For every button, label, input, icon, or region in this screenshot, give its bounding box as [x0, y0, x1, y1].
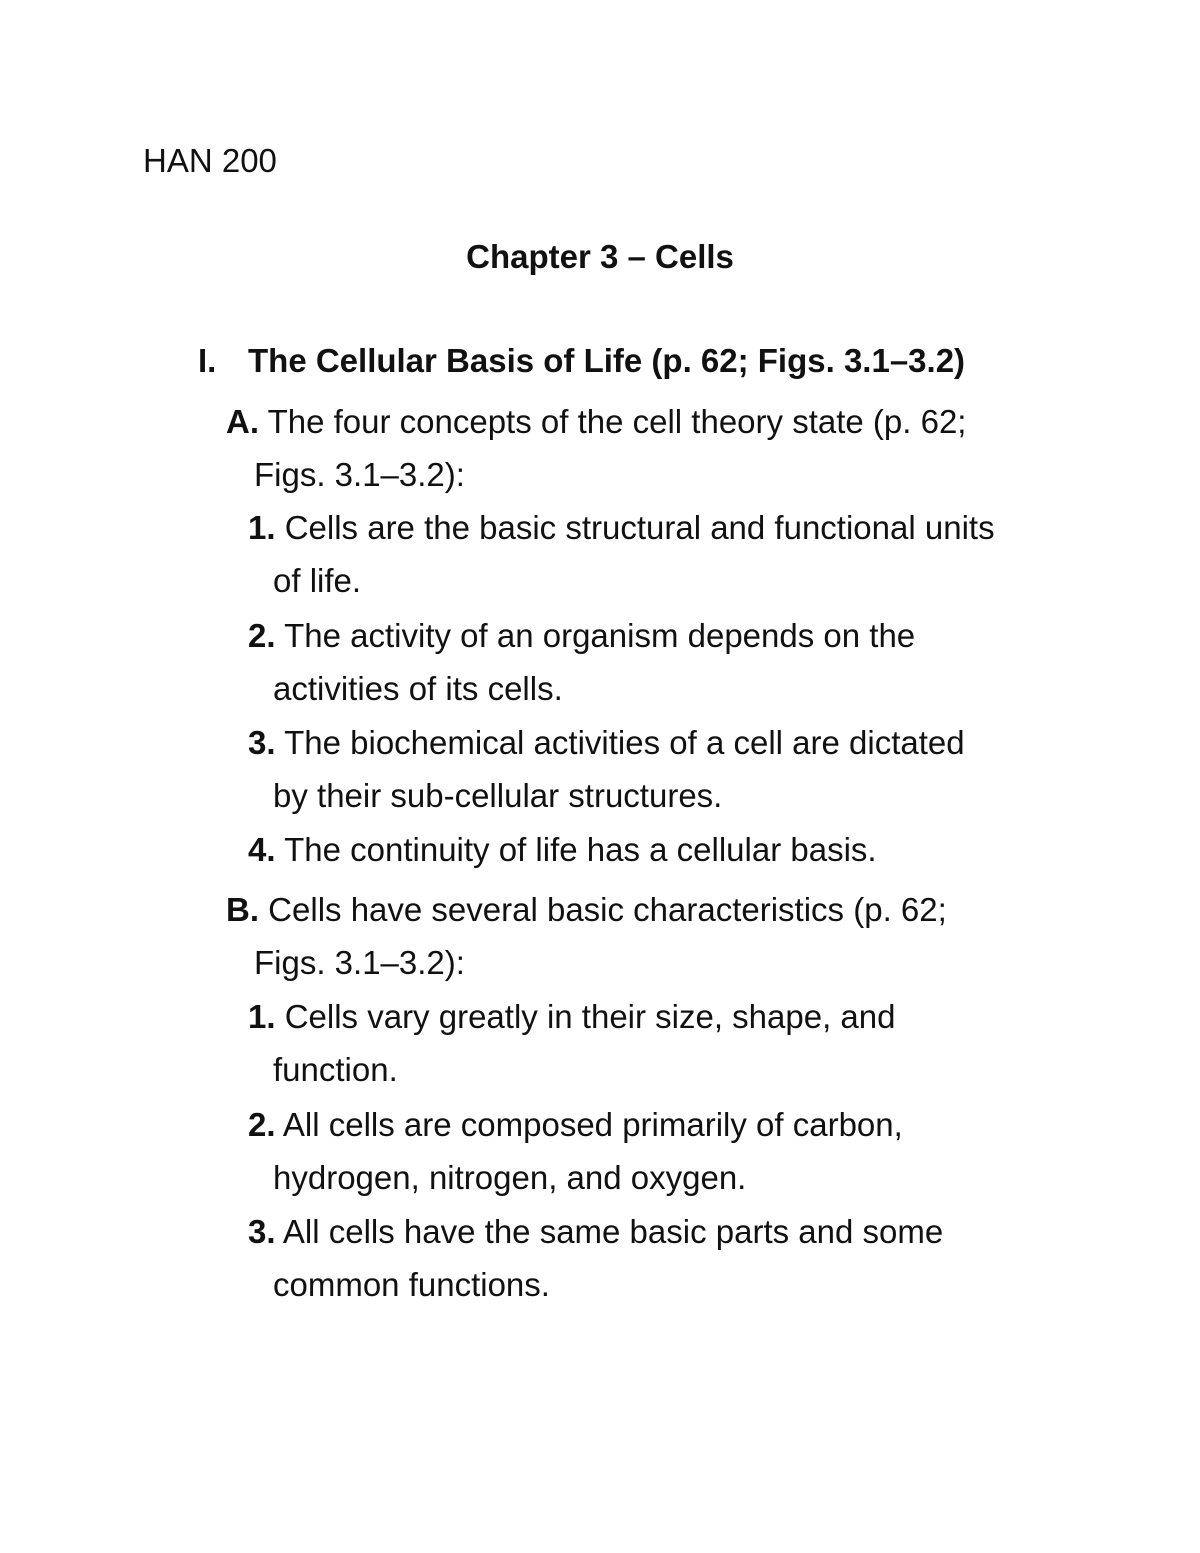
item-text: All cells have the same basic parts and some [282, 1213, 944, 1250]
subsection-b-item-3-continuation: common functions. [273, 1266, 550, 1303]
subsection-b-item-1-continuation: function. [273, 1051, 398, 1088]
item-number: 1. [248, 509, 276, 546]
subsection-a-item-3-continuation: by their sub-cellular structures. [273, 777, 723, 814]
item-text: The activity of an organism depends on the [284, 617, 916, 654]
subsection-b-item-2-continuation: hydrogen, nitrogen, and oxygen. [273, 1159, 747, 1196]
chapter-title: Chapter 3 – Cells [466, 238, 734, 275]
item-number: 1. [248, 998, 276, 1035]
item-text: The continuity of life has a cellular basis. [284, 831, 877, 868]
subsection-a-item-2-continuation: activities of its cells. [273, 670, 563, 707]
subsection-b-letter: B. [226, 891, 259, 928]
subsection-a-lead-line-1 [226, 402, 966, 442]
item-text: Cells vary greatly in their size, shape, and [284, 998, 896, 1035]
subsection-a-item-4 [248, 830, 877, 870]
item-text: Cells are the basic structural and functional units [284, 509, 995, 546]
item-text: The biochemical activities of a cell are dictated [284, 724, 965, 761]
subsection-a-item-1-continuation: of life. [273, 562, 362, 599]
subsection-b-lead-line-2: Figs. 3.1–3.2): [254, 944, 465, 981]
subsection-b-item-3 [248, 1212, 943, 1252]
item-text: All cells are composed primarily of carbon, [282, 1106, 903, 1143]
subsection-a-lead-text-1: The four concepts of the cell theory state (p. 62; [267, 403, 967, 440]
item-number: 3. [248, 724, 276, 761]
subsection-b-item-2 [248, 1105, 903, 1145]
section-numeral: I. [198, 342, 217, 379]
section-heading [198, 341, 965, 381]
subsection-a-lead-line-2: Figs. 3.1–3.2): [254, 456, 465, 493]
item-number: 4. [248, 831, 276, 868]
item-number: 2. [248, 617, 276, 654]
subsection-a-item-2 [248, 616, 915, 656]
subsection-b-lead-line-1 [226, 890, 947, 930]
item-number: 2. [248, 1106, 276, 1143]
section-title: The Cellular Basis of Life (p. 62; Figs. 3.1–3.2) [248, 342, 966, 379]
subsection-a-item-1 [248, 508, 995, 548]
subsection-a-item-3 [248, 723, 965, 763]
item-number: 3. [248, 1213, 276, 1250]
subsection-b-item-1 [248, 997, 896, 1037]
subsection-a-letter: A. [226, 403, 259, 440]
subsection-b-lead-text-1: Cells have several basic characteristics (p. 62; [268, 891, 947, 928]
course-code: HAN 200 [143, 142, 277, 179]
